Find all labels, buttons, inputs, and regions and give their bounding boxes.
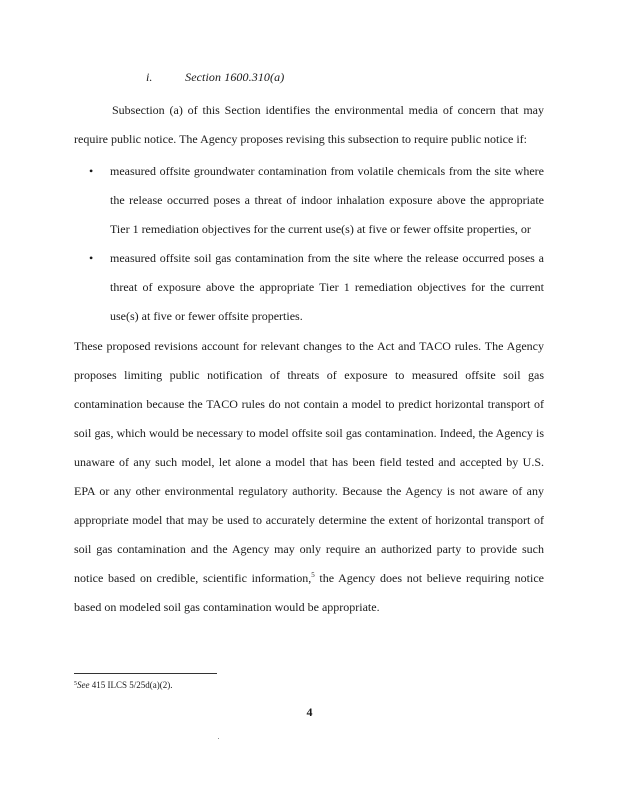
section-title: Section 1600.310(a) <box>185 70 285 84</box>
scan-speck <box>218 738 219 739</box>
page-number: 4 <box>306 705 313 719</box>
footnote-signal: See <box>77 680 90 690</box>
section-heading <box>146 70 284 85</box>
footnote <box>74 680 173 690</box>
paragraph-explanation-text: These proposed revisions account for relevant changes to the Act and TACO rules. The Agency proposes limiting public notification of threats of exposure to measured offsite soil gas contamination because the TACO rules do not contain a model to predict horizontal transport of soil gas, which would be necessary to model offsite soil gas contamination. Indeed, the Agency is unaware of any such model, let alone a model that has been field tested and accepted by U.S. EPA or any other environmental regulatory authority. Because the Agency is not aware of any appropriate model that may be used to accurately determine the extent of horizontal transport of soil gas contamination and the Agency may only require an authorized party to provide such notice based on credible, scientific information, <box>74 339 544 585</box>
bullet-icon: • <box>89 251 94 265</box>
footnote-divider <box>74 673 217 674</box>
section-number: i. <box>146 70 153 84</box>
bullet-icon: • <box>89 164 94 178</box>
paragraph-explanation-text-end: the Agency does not believe requiring notice based on modeled soil gas contamination would be appropriate. <box>74 571 544 614</box>
bullet-item <box>74 157 544 244</box>
footnote-reference[interactable]: 5 <box>311 571 315 579</box>
paragraph-explanation <box>74 332 544 622</box>
bullet-text: measured offsite soil gas contamination from the site where the release occurred poses a threat of exposure above the appropriate Tier 1 remediation objectives for the current use(s) at five or fewer offsite properties. <box>110 251 544 323</box>
paragraph-intro: Subsection (a) of this Section identifies the environmental media of concern that may require public notice. The Agency proposes revising this subsection to require public notice if: <box>74 103 544 146</box>
bullet-list <box>74 157 544 331</box>
bullet-item <box>74 244 544 331</box>
footnote-citation: 415 ILCS 5/25d(a)(2). <box>89 680 173 690</box>
bullet-text: measured offsite groundwater contamination from volatile chemicals from the site where the release occurred poses a threat of indoor inhalation exposure above the appropriate Tier 1 remediation objectives for the current use(s) at five or fewer offsite properties, or <box>110 164 544 236</box>
footnote-marker: 5 <box>74 681 77 687</box>
